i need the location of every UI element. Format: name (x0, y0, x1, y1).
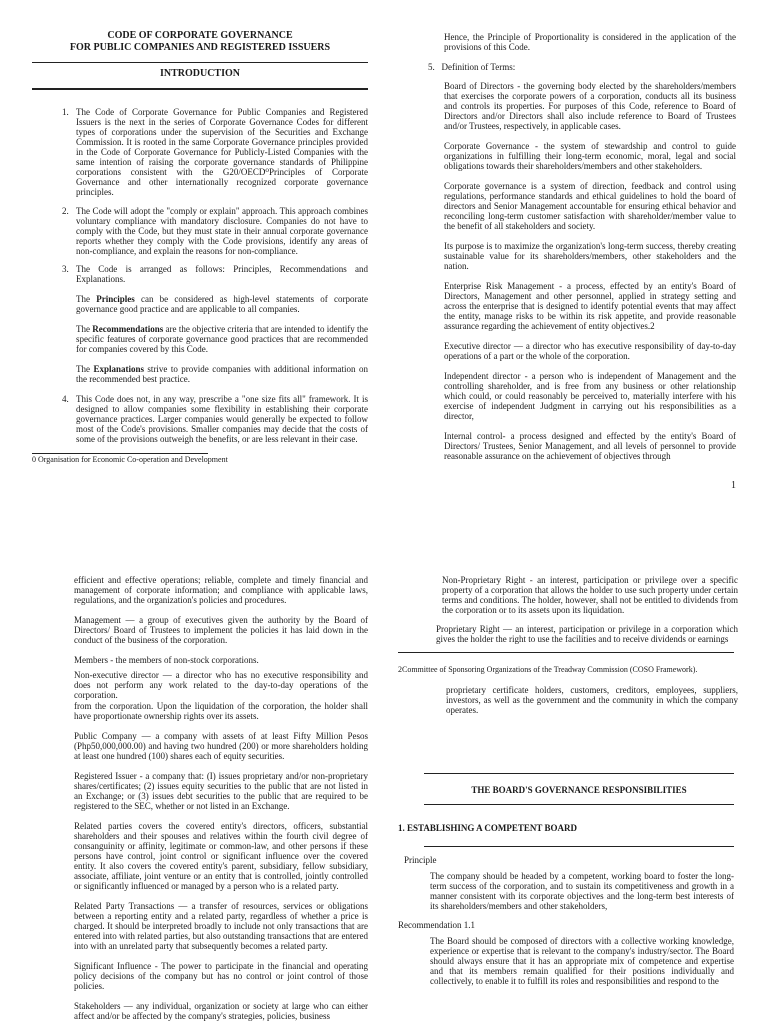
recommendations-text: are the objective criteria that are intended to identify the specific features of corporate governance good practices that are recommended for companies covered by this Code. (76, 324, 368, 354)
board-responsibilities-heading: THE BOARD'S GOVERNANCE RESPONSIBILITIES (471, 785, 687, 795)
definitions-list (428, 81, 736, 461)
title-rule (32, 62, 368, 63)
definition-internal-control: Internal control- a process designed and effected by the entity's Board of Directors/ Trustees, Senior Management, and all levels of personnel to provide reasonable assurance on the achievement of objectives through (444, 431, 736, 461)
article-the: The (76, 294, 97, 304)
definition-proprietary-right: Proprietary Right — an interest, participation or privilege in a corporation which gives the holder the right to use the facilities and to receive dividends or earnings (436, 624, 738, 644)
definition-registered-issuer: Registered Issuer - a company that: (I) issues proprietary and/or non-proprietary shares/certificates; (2) issues equity securities to the public that are not listed in an Exchange; or (3) issues debt securities to the public that are required to be registered to the SEC, whether or not listed in an Exchange. (74, 771, 368, 811)
definition-corporate-governance: Corporate Governance - the system of stewardship and control to guide organizations in fulfilling their long-term economic, moral, legal and social obligations towards their shareholders/members and other stakeholders. (444, 141, 736, 171)
definition-non-executive-director: Non-executive director — a director who has no executive responsibility and does not perform any work related to the day-to-day operations of the corporation. (74, 670, 368, 700)
definition-of-terms-label (428, 62, 736, 72)
definition-related-party-transactions: Related Party Transactions — a transfer of resources, services or obligations between a reporting entity and a related party, regardless of whether a price is charged. It should be interpreted broadly to include not only transactions that are entered into with related parties, but also outstanding transactions that are entered into with an unrelated party that subsequently becomes a related party. (74, 901, 368, 951)
footnote-rule (398, 652, 734, 653)
introduction-rule (32, 88, 368, 90)
explanations-text: strive to provide companies with additional information on the recommended best practice. (76, 364, 368, 384)
list-item-text: This Code does not, in any way, prescribe a "one size fits all" framework. It is designed to allow companies some flexibility in establishing their corporate governance practices. Larger companies would generally be expected to follow most of the Code's provisions. Smaller companies may decide that the costs of some of the provisions outweigh the benefits, or are less relevant in their case. (76, 394, 368, 444)
proprietary-right-continued: from the corporation. Upon the liquidation of the corporation, the holder shall have proportionate ownership rights over its assets. (74, 701, 368, 721)
definition-enterprise-risk-management: Enterprise Risk Management - a process, effected by an entity's Board of Directors, Management and other personnel, applied in strategy setting and across the enterprise that is designed to identify potential events that may affect the entity, manage risks to be within its risk appetite, and provide reasonable assurance regarding the achievement of entity objectives.2 (444, 281, 736, 331)
document-page-2 (0, 560, 768, 1024)
page-number: 1 (731, 480, 736, 491)
section-1-heading: 1. ESTABLISHING A COMPETENT BOARD (398, 823, 577, 833)
definition-related-parties: Related parties covers the covered entity's directors, officers, substantial shareholders and their spouses and relatives within the fourth civil degree of consanguinity or affinity, legitimate or common-law, and other persons if these persons have control, joint control or significant influence over the covered entity. It also covers the covered entity's parent, subsidiary, fellow subsidiary, associate, affiliate, joint venture or an entity that is controlled, jointly controlled or significantly influenced or managed by a person who is a related party. (74, 821, 368, 891)
recommendations-term: Recommendations (92, 324, 164, 334)
article-the: The (76, 324, 93, 334)
document-page-1 (0, 0, 768, 500)
definition-members: Members - the members of non-stock corporations. (74, 655, 259, 665)
list-item-number: 5. (428, 62, 435, 72)
list-item-text: The Code of Corporate Governance for Public Companies and Registered Issuers is the next in the series of Corporate Governance Codes for different types of corporations under the supervision of the Securities and Exchange Commission. It is rooted in the same Corporate Governance principles provided in the Code of Corporate Governance for Publicly-Listed Companies with the same intention of raising the corporate governance standards of Philippine corporations consistent with the G20/OECD⁰Principles of Corporate Governance and other internationally recognized corporate governance principles. (76, 107, 368, 197)
proportionality-paragraph: Hence, the Principle of Proportionality is considered in the application of the provisions of this Code. (444, 32, 736, 52)
definition-corporate-governance-system: Corporate governance is a system of direction, feedback and control using regulations, performance standards and ethical guidelines to hold the board of directors and Senior Management accountable for ensuring ethical behavior and reconciling long-term customer satisfaction with shareholder/member value to the benefit of all stakeholders and society. (444, 181, 736, 231)
definition-public-company: Public Company — a company with assets of at least Fifty Million Pesos (Php50,000,000.00) and having two hundred (200) or more shareholders holding at least one hundred (100) shares each of equity securities. (74, 731, 368, 761)
page1-right-column (428, 0, 736, 500)
list-item (32, 394, 368, 444)
list-item-number: 1. (62, 107, 69, 117)
list-item-number: 3. (62, 264, 69, 274)
recommendation-1-1-text: The Board should be composed of directors with a collective working knowledge, experience or expertise that is relevant to the company's industry/sector. The Board should always ensure that it has an appropriate mix of competence and expertise and that its members remain qualified for their positions individually and collectively, to enable it to fulfill its roles and responsibilities and respond to the (430, 936, 734, 986)
introduction-list (32, 107, 368, 444)
article-the: The (76, 364, 94, 374)
principle-text: The company should be headed by a competent, working board to foster the long-term success of the corporation, and to sustain its competitiveness and growth in a manner consistent with its corporate objectives and the long-term best interests of its shareholders/members and other stakeholders, (430, 871, 734, 911)
page2-left-column (74, 560, 368, 1024)
principle-label: Principle (404, 855, 437, 865)
board-heading-rule-top (424, 773, 734, 774)
footnote-coso: 2Committee of Sponsoring Organizations of the Treadway Commission (COSO Framework). (398, 665, 698, 674)
definition-non-proprietary-right: Non-Proprietary Right - an interest, participation or privilege over a specific property of a corporation that allows the holder to use such property under certain terms and conditions. The holder, however, shall not be entitled to dividends from the corporation or to its assets upon its liquidation. (442, 575, 738, 615)
list-item-text: Definition of Terms: (441, 62, 516, 72)
definition-internal-control-continued: efficient and effective operations; reliable, complete and timely financial and management of corporate information; and compliance with applicable laws, regulations, and the organization's policies and procedures. (74, 575, 368, 605)
document-title-line-1: CODE OF CORPORATE GOVERNANCE (107, 30, 293, 41)
list-item-number: 4. (62, 394, 69, 404)
list-item-text: The Code is arranged as follows: Principles, Recommendations and Explanations. (76, 264, 368, 284)
explanations-term: Explanations (93, 364, 144, 374)
definition-management: Management — a group of executives given the authority by the Board of Directors/ Board of Trustees to implement the policies it has laid down in the conduct of the business of the corporation. (74, 615, 368, 645)
page1-left-column (32, 0, 368, 500)
list-item (32, 107, 368, 197)
principles-text: can be considered as high-level statements of corporate governance good practice and are applicable to all companies. (76, 294, 368, 314)
explanations-paragraph (76, 364, 368, 384)
definition-board-of-directors: Board of Directors - the governing body elected by the shareholders/members that exercises the corporate powers of a corporation, conducts all its business and controls its properties. For purposes of this Code, reference to Board of Directors and/or Directors shall also include reference to Board of Trustees and/or Trustees, respectively, in applicable cases. (444, 81, 736, 131)
definition-independent-director: Independent director - a person who is independent of Management and the controlling shareholder, and is free from any business or other relationship which could, or could reasonably be perceived to, materially interfere with his exercise of independent Judgment in carrying out his responsibilities as a director, (444, 371, 736, 421)
principles-paragraph (76, 294, 368, 314)
section-1-rule (424, 846, 734, 847)
document-title-line-2: FOR PUBLIC COMPANIES AND REGISTERED ISSUERS (69, 42, 331, 53)
definition-executive-director: Executive director — a director who has executive responsibility of day-to-day operations of a part or the whole of the corporation. (444, 341, 736, 361)
list-item (32, 206, 368, 256)
definition-purpose: Its purpose is to maximize the organization's long-term success, thereby creating sustainable value for its shareholders/members, other stakeholders and the nation. (444, 241, 736, 271)
principles-term: Principles (96, 294, 135, 304)
list-item-text: The Code will adopt the "comply or explain" approach. This approach combines voluntary compliance with mandatory disclosure. Companies do not have to comply with the Code, but they must state in their annual corporate governance reports whether they comply with the Code provisions, identify any areas of non-compliance, and explain the reasons for non-compliance. (76, 206, 368, 256)
page2-right-column (398, 560, 738, 1024)
definition-significant-influence: Significant Influence - The power to participate in the financial and operating policy decisions of the company but has no control or joint control of those policies. (74, 961, 368, 991)
board-heading-rule-bottom (424, 804, 734, 805)
recommendations-paragraph (76, 324, 368, 354)
footnote-rule (32, 453, 208, 454)
footnote-oecd: 0 Organisation for Economic Co-operation and Development (32, 455, 228, 464)
list-item-number: 2. (62, 206, 69, 216)
definition-stakeholders-continued: proprietary certificate holders, customers, creditors, employees, suppliers, investors, as well as the government and the community in which the company operates. (446, 685, 738, 715)
list-item (32, 264, 368, 384)
definition-stakeholders: Stakeholders — any individual, organization or society at large who can either affect and/or be affected by the company's strategies, policies, business (74, 1001, 368, 1021)
section-heading-introduction: INTRODUCTION (159, 68, 240, 79)
recommendation-1-1-label: Recommendation 1.1 (398, 920, 475, 930)
